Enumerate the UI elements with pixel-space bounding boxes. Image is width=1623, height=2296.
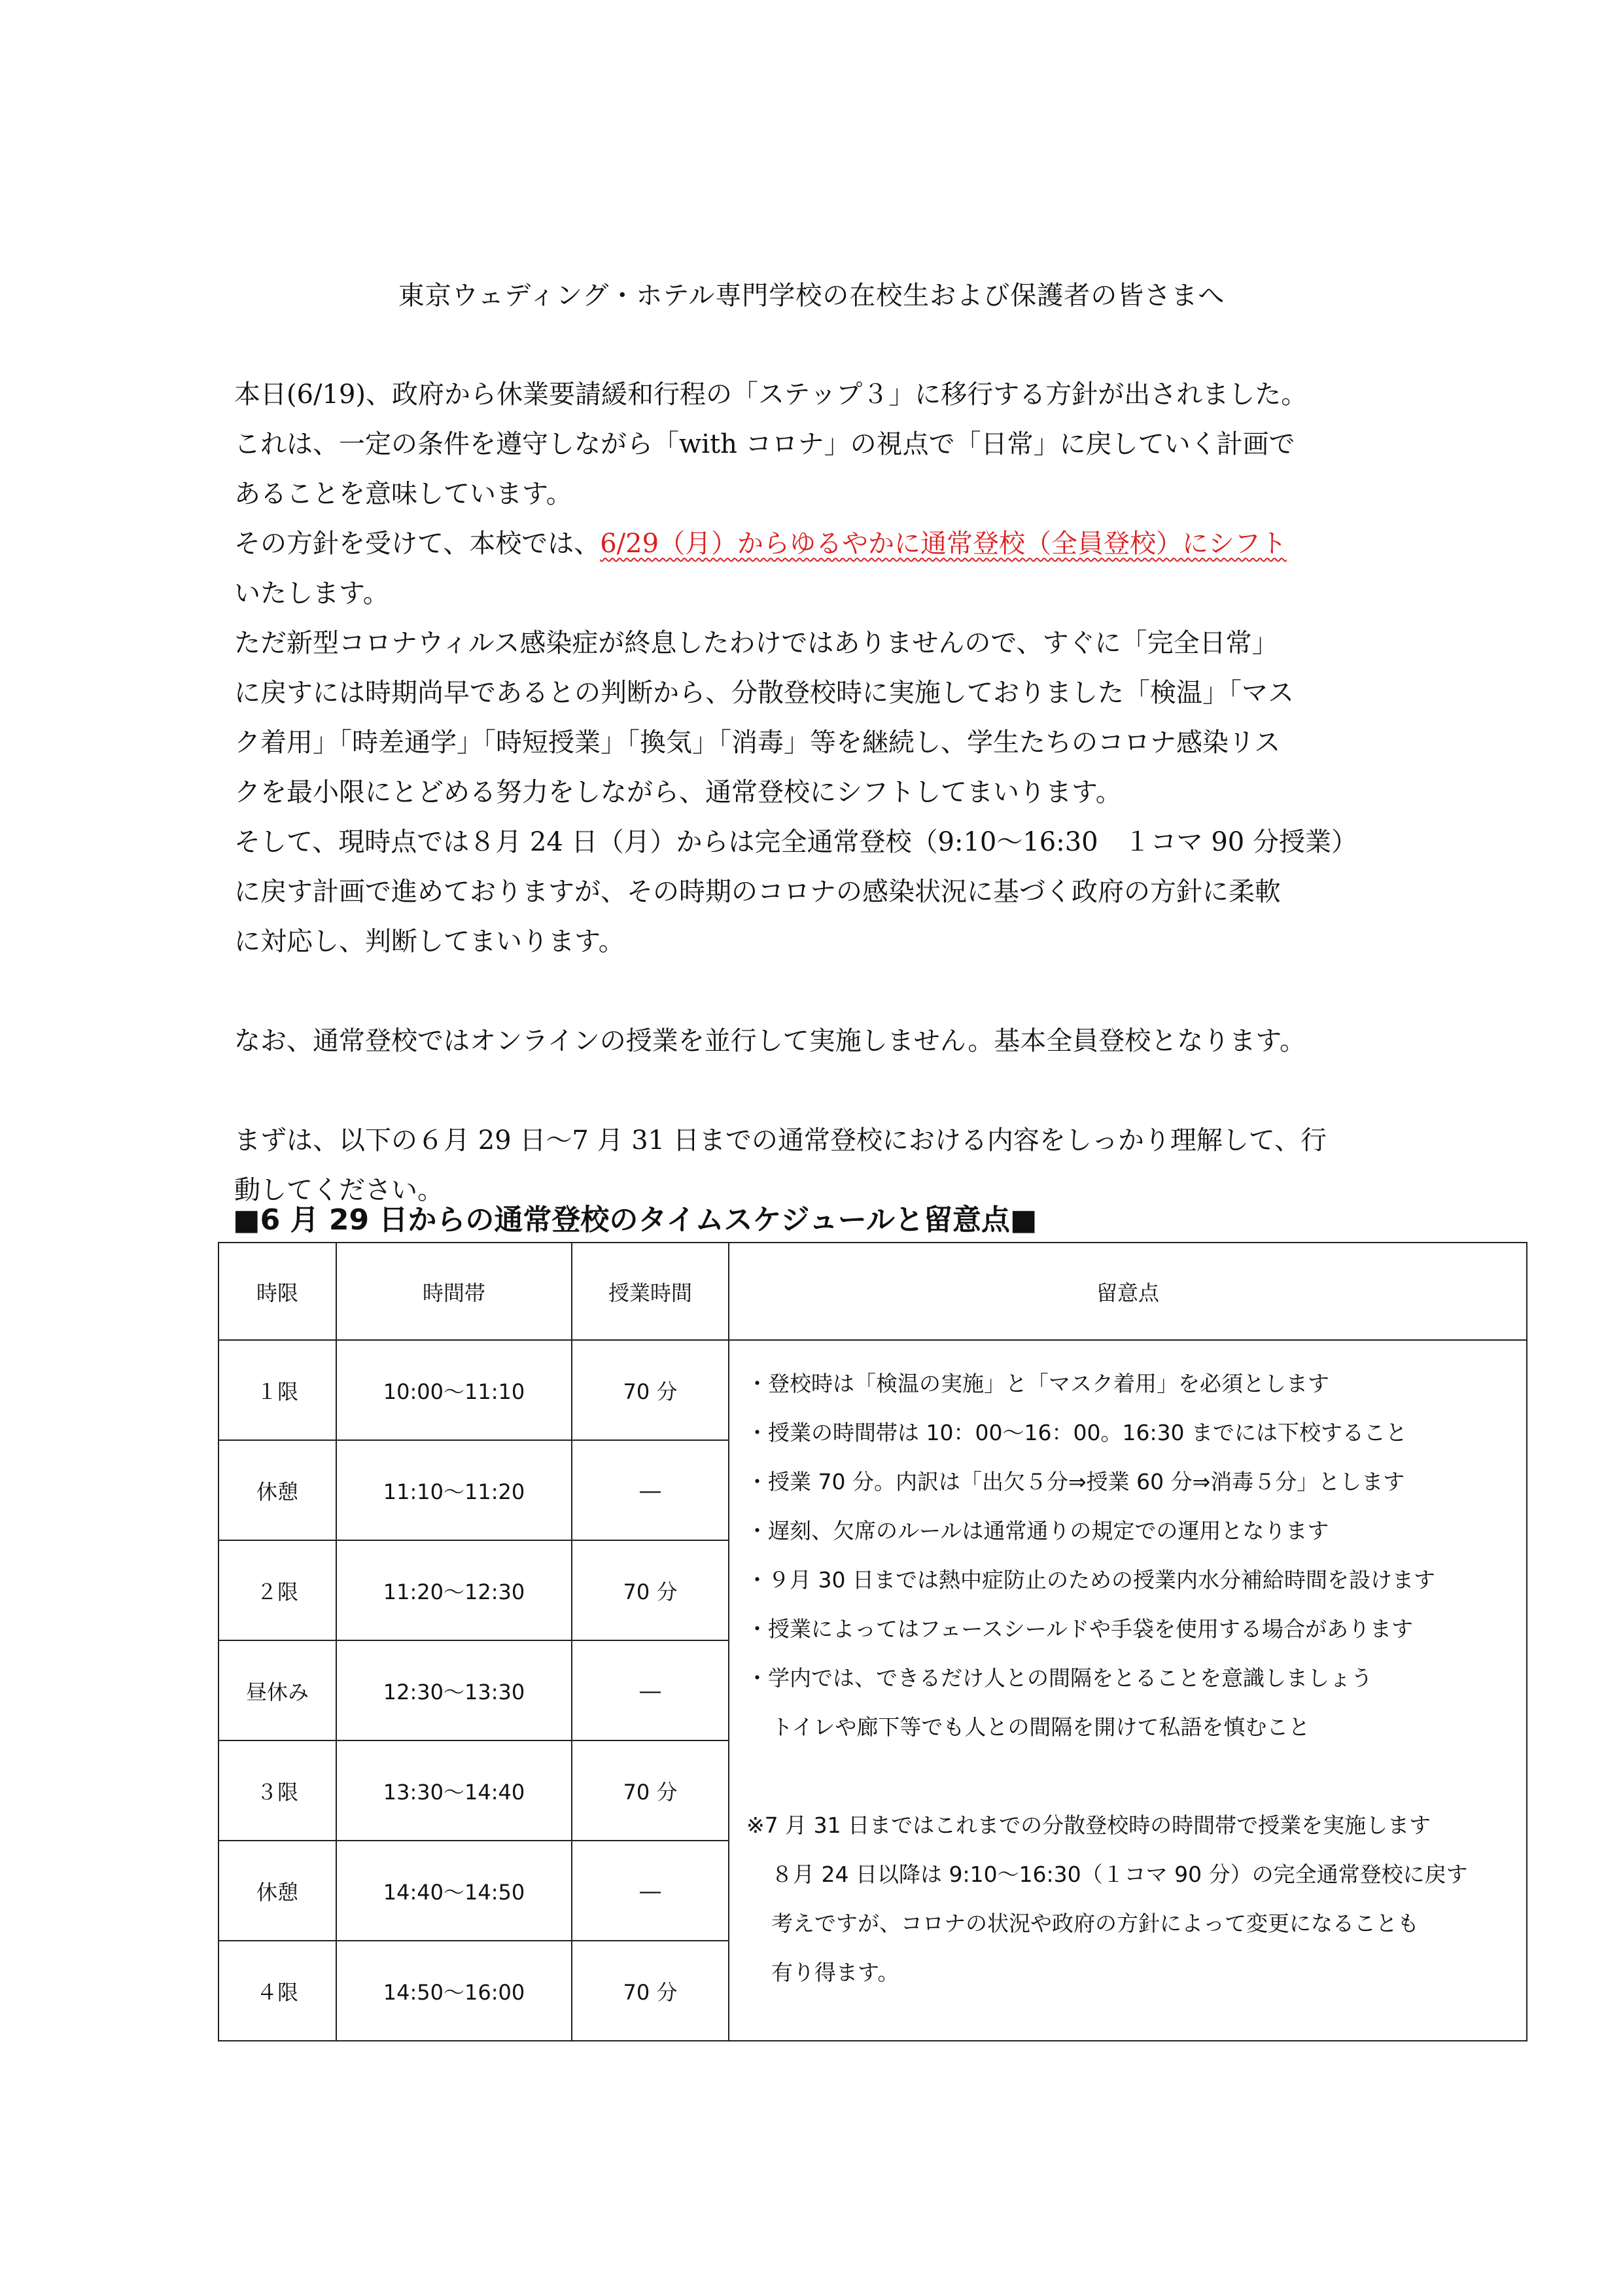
- note-item: ・９月 30 日までは熱中症防止のための授業内水分補給時間を設けます: [746, 1567, 1435, 1593]
- note-item: ・遅刻、欠席のルールは通常通りの規定での運用となります: [746, 1518, 1329, 1544]
- body-text: [234, 370, 1412, 1215]
- duration-cell: 70 分: [572, 1540, 729, 1640]
- duration-cell: 70 分: [572, 1941, 729, 2041]
- notes-cell: [729, 1340, 1527, 2041]
- paragraph-line: そして、現時点では８月 24 日（月）からは完全通常登校（9:10～16:30 １コマ 90 分授業）: [234, 827, 1357, 857]
- paragraph-line: ク着用」「時差通学」「時短授業」「換気」「消毒」等を継続し、学生たちのコロナ感染リス: [234, 728, 1281, 758]
- paragraph-line: これは、一定の条件を遵守しながら「with コロナ」の視点で「日常」に戻していく計画で: [234, 429, 1295, 459]
- remark-line: ※7 月 31 日まではこれまでの分散登校時の時間帯で授業を実施します: [746, 1812, 1431, 1838]
- time-cell: 13:30～14:40: [336, 1740, 572, 1841]
- paragraph-line: [234, 519, 1412, 569]
- paragraph-line: ただ新型コロナウィルス感染症が終息したわけではありませんので、すぐに「完全日常」: [234, 628, 1278, 658]
- note-subitem: トイレや廊下等でも人との間隔を開けて私語を慎むこと: [771, 1714, 1310, 1740]
- table-row: [218, 1340, 1527, 1440]
- paragraph-line: いたします。: [234, 578, 389, 609]
- header-period: 時限: [218, 1243, 336, 1340]
- period-cell: ４限: [218, 1941, 336, 2041]
- paragraph-line: まずは、以下の６月 29 日～7 月 31 日までの通常登校における内容をしっかり理解して、行: [234, 1125, 1327, 1156]
- period-cell: １限: [218, 1340, 336, 1440]
- paragraph-line: 本日(6/19)、政府から休業要請緩和行程の「ステップ３」に移行する方針が出されました。: [234, 380, 1308, 410]
- paragraph-line: あることを意味しています。: [234, 479, 572, 509]
- duration-cell: ―: [572, 1440, 729, 1540]
- duration-cell: 70 分: [572, 1340, 729, 1440]
- paragraph-line: 動してください。: [234, 1175, 444, 1205]
- duration-cell: ―: [572, 1841, 729, 1941]
- time-cell: 11:10～11:20: [336, 1440, 572, 1540]
- highlighted-text: 6/29（月）からゆるやかに通常登校（全員登校）にシフト: [600, 529, 1287, 559]
- note-item: ・登校時は「検温の実施」と「マスク着用」を必須とします: [746, 1371, 1329, 1396]
- paragraph-line: に対応し、判断してまいります。: [234, 927, 625, 957]
- period-cell: 昼休み: [218, 1640, 336, 1740]
- schedule-table: [218, 1242, 1527, 2041]
- header-time: 時間帯: [336, 1243, 572, 1340]
- paragraph-line: に戻すには時期尚早であるとの判断から、分散登校時に実施しておりました「検温」「マス: [234, 678, 1294, 708]
- period-cell: 休憩: [218, 1440, 336, 1540]
- header-duration: 授業時間: [572, 1243, 729, 1340]
- table-header-row: [218, 1243, 1527, 1340]
- header-notes: 留意点: [729, 1243, 1527, 1340]
- period-cell: ２限: [218, 1540, 336, 1640]
- paragraph-text: その方針を受けて、本校では、: [234, 529, 601, 559]
- note-item: ・授業の時間帯は 10：00～16：00。16:30 までには下校すること: [746, 1420, 1408, 1445]
- duration-cell: ―: [572, 1640, 729, 1740]
- time-cell: 14:40～14:50: [336, 1841, 572, 1941]
- remark-line: 有り得ます。: [771, 1960, 899, 1985]
- paragraph-line: クを最小限にとどめる努力をしながら、通常登校にシフトしてまいります。: [234, 777, 1122, 807]
- paragraph-line: なお、通常登校ではオンラインの授業を並行して実施しません。基本全員登校となります。: [234, 1026, 1306, 1056]
- note-item: ・学内では、できるだけ人との間隔をとることを意識しましょう: [746, 1665, 1372, 1691]
- note-item: ・授業 70 分。内訳は「出欠５分⇒授業 60 分⇒消毒５分」とします: [746, 1469, 1405, 1494]
- duration-cell: 70 分: [572, 1740, 729, 1841]
- time-cell: 10:00～11:10: [336, 1340, 572, 1440]
- period-cell: ３限: [218, 1740, 336, 1841]
- section-title: ■6 月 29 日からの通常登校のタイムスケジュールと留意点■: [233, 1203, 1038, 1237]
- paragraph-line: に戻す計画で進めておりますが、その時期のコロナの感染状況に基づく政府の方針に柔軟: [234, 877, 1281, 907]
- period-cell: 休憩: [218, 1841, 336, 1941]
- note-item: ・授業によってはフェースシールドや手袋を使用する場合があります: [746, 1616, 1414, 1642]
- time-cell: 14:50～16:00: [336, 1941, 572, 2041]
- remark-line: ８月 24 日以降は 9:10～16:30（１コマ 90 分）の完全通常登校に戻す: [771, 1862, 1468, 1887]
- time-cell: 12:30～13:30: [336, 1640, 572, 1740]
- remark-line: 考えですが、コロナの状況や政府の方針によって変更になることも: [771, 1911, 1419, 1936]
- time-cell: 11:20～12:30: [336, 1540, 572, 1640]
- page-title: 東京ウェディング・ホテル専門学校の在校生および保護者の皆さまへ: [398, 281, 1225, 311]
